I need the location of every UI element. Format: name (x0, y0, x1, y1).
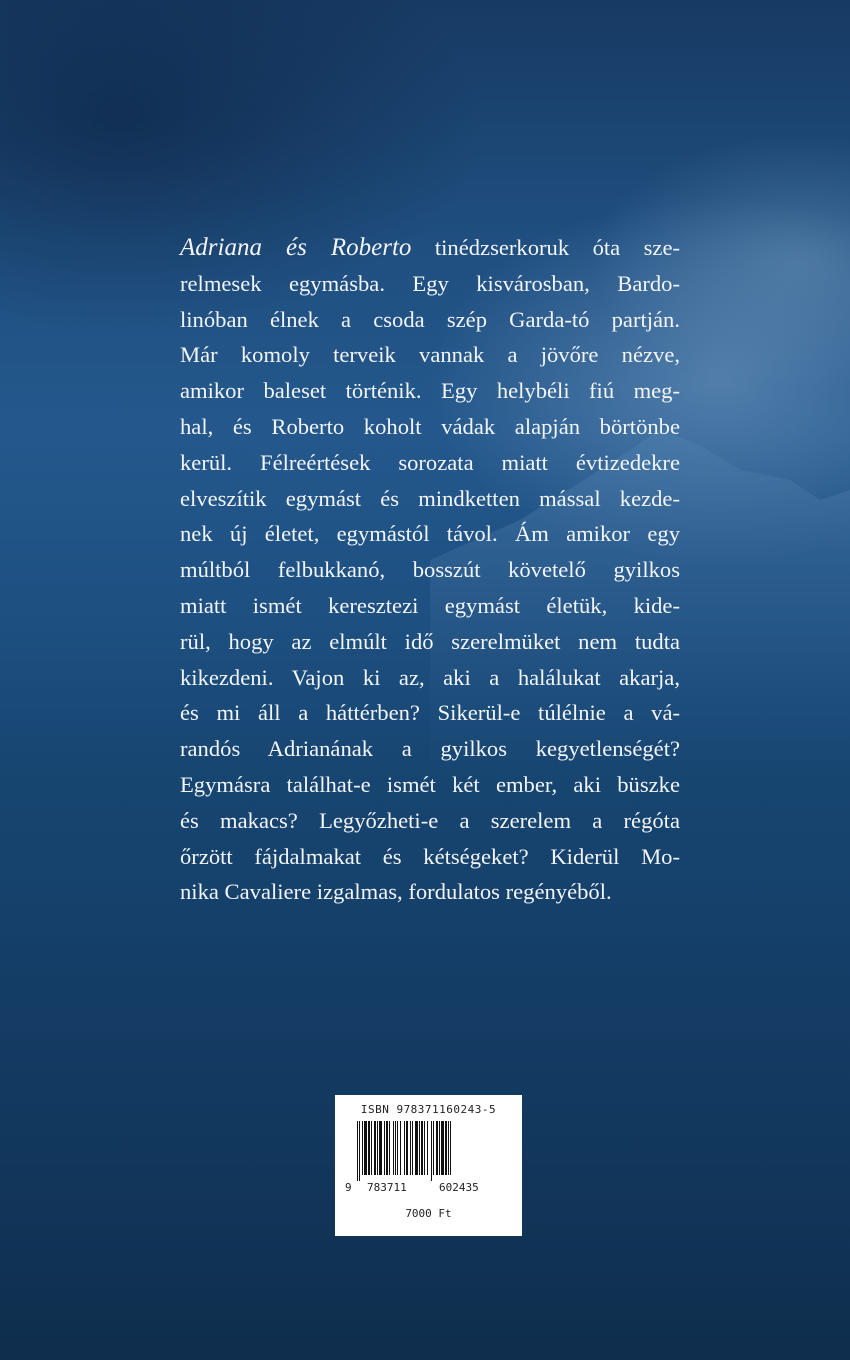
blurb-line: Egymásra találhat-e ismét két ember, aki büszke (180, 771, 680, 797)
blurb-line: nek új életet, egymástól távol. Ám amikor egy (180, 521, 680, 547)
blurb-line: kerül. Félreértések sorozata miatt évtizedekre (180, 449, 680, 475)
blurb-line-1 (180, 230, 680, 266)
blurb-line: és makacs? Legyőzheti-e a szerelem a régóta (180, 807, 680, 833)
barcode-digit-first: 9 (345, 1181, 352, 1194)
blurb-line-1-rest: tinédzserkoruk óta sze- (411, 235, 680, 260)
blurb-line: és mi áll a háttérben? Sikerül-e túlélnie a vá- (180, 700, 680, 726)
blurb-line: Már komoly terveik vannak a jövőre nézve, (180, 342, 680, 368)
blurb-line: miatt ismét keresztezi egymást életük, kide- (180, 592, 680, 618)
blurb-line: őrzött fájdalmakat és kétségeket? Kiderül Mo- (180, 843, 680, 869)
isbn-barcode-label (335, 1095, 522, 1236)
blurb-line: amikor baleset történik. Egy helybéli fiú meg- (180, 378, 680, 404)
barcode-digit-group-1: 783711 (367, 1181, 407, 1194)
book-title: Adriana és Roberto (180, 234, 412, 261)
blurb-line: rül, hogy az elmúlt idő szerelmüket nem tudta (180, 628, 680, 654)
barcode-icon (357, 1121, 503, 1181)
blurb-text (180, 230, 680, 910)
blurb-line: múltból felbukkanó, bosszút követelő gyilkos (180, 557, 680, 583)
barcode-digits (345, 1181, 515, 1195)
blurb-line: elveszítik egymást és mindketten mással kezde- (180, 485, 680, 511)
blurb-line: linóban élnek a csoda szép Garda-tó partján. (180, 306, 680, 332)
blurb-line: kikezdeni. Vajon ki az, aki a halálukat akarja, (180, 664, 680, 690)
barcode-digit-group-2: 602435 (439, 1181, 479, 1194)
blurb-line: hal, és Roberto koholt vádak alapján börtönbe (180, 413, 680, 439)
blurb-line: nika Cavaliere izgalmas, fordulatos regényéből. (180, 879, 612, 905)
blurb-line: relmesek egymásba. Egy kisvárosban, Bardo- (180, 270, 680, 296)
isbn-number: ISBN 978371160243-5 (360, 1103, 497, 1116)
price-label: 7000 Ft (405, 1207, 452, 1220)
blurb-line: randós Adrianának a gyilkos kegyetlenségét? (180, 736, 680, 762)
